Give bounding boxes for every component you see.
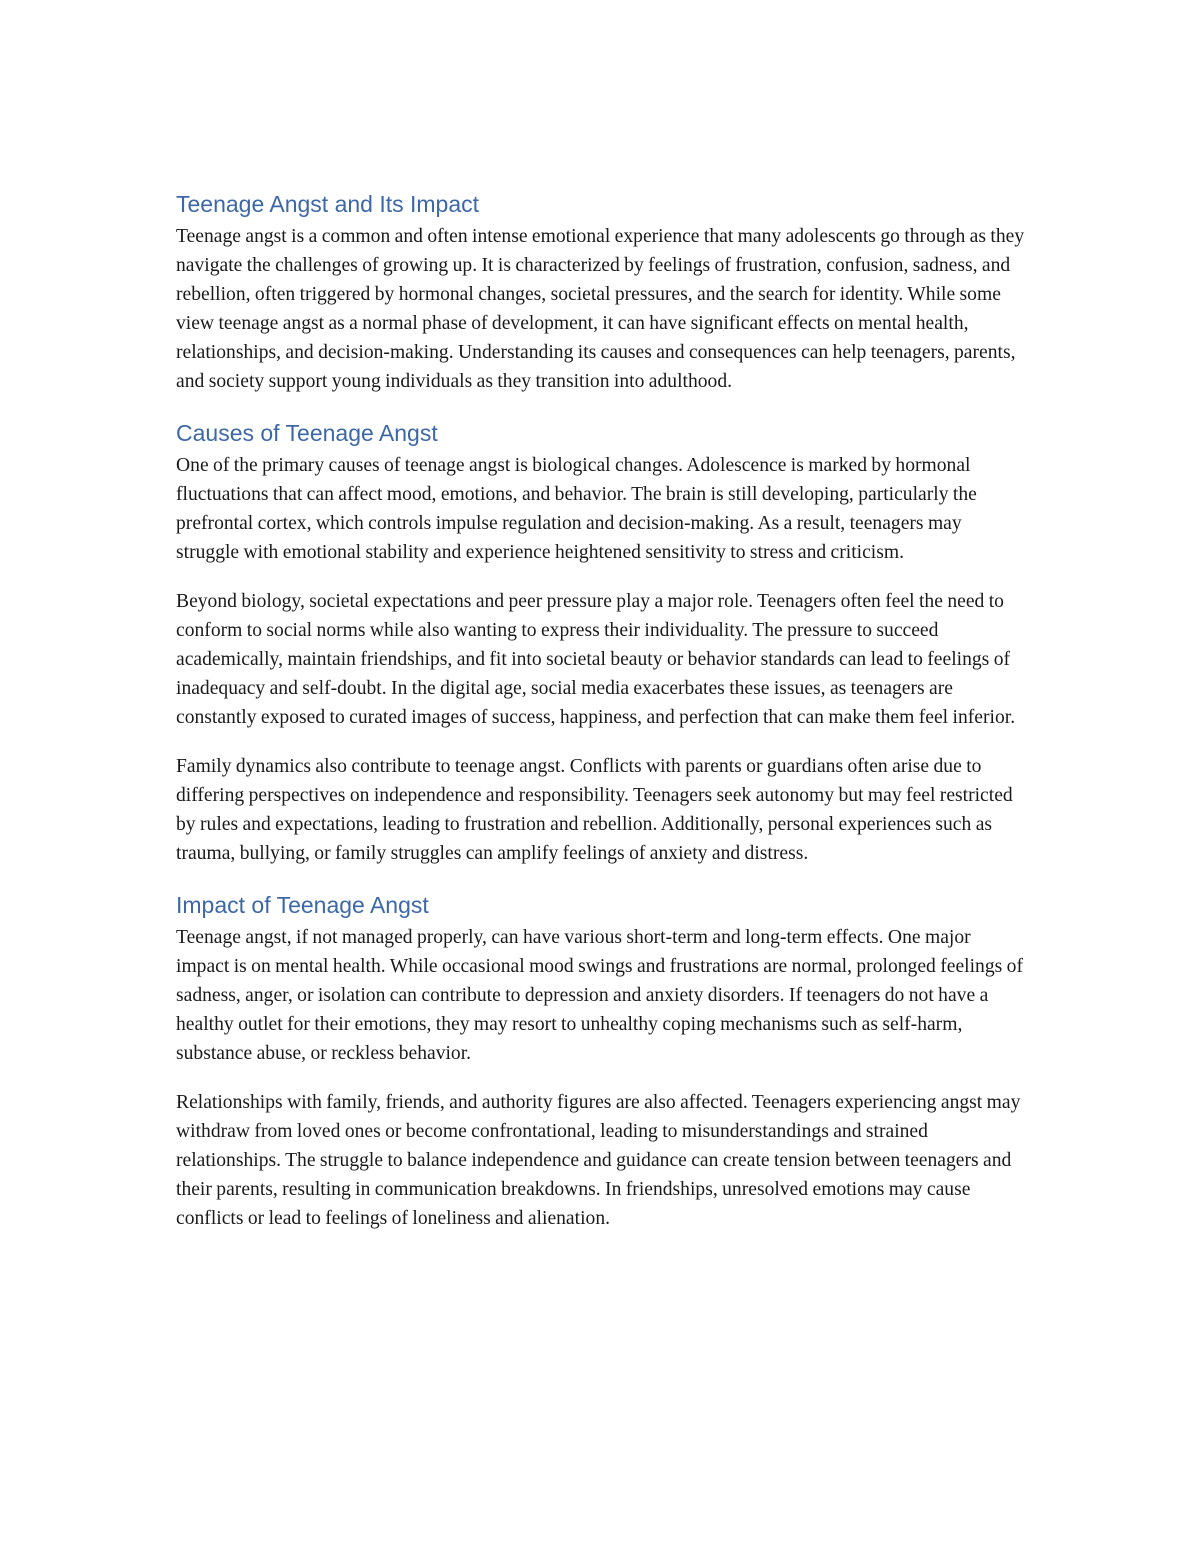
causes-paragraph-1: One of the primary causes of teenage angst is biological changes. Adolescence is marked by hormonal fluctuations that can affect mood, emotions, and behavior. The brain is still developing, particularly the prefrontal cortex, which controls impulse regulation and decision-making. As a result, teenagers may struggle with emotional stability and experience heightened sensitivity to stress and criticism. (176, 455, 977, 563)
impact-paragraph-1: Teenage angst, if not managed properly, can have various short-term and long-term effects. One major impact is on mental health. While occasional mood swings and frustrations are normal, prolonged feelings of sadness, anger, or isolation can contribute to depression and anxiety disorders. If teenagers do not have a healthy outlet for their emotions, they may resort to unhealthy coping mechanisms such as self-harm, substance abuse, or reckless behavior. (176, 927, 1023, 1064)
document-page (176, 189, 1026, 1233)
causes-paragraph-3: Family dynamics also contribute to teenage angst. Conflicts with parents or guardians often arise due to differing perspectives on independence and responsibility. Teenagers seek autonomy but may feel restricted by rules and expectations, leading to frustration and rebellion. Additionally, personal experiences such as trauma, bullying, or family struggles can amplify feelings of anxiety and distress. (176, 756, 1013, 864)
section-heading-impact: Impact of Teenage Angst (176, 892, 429, 918)
causes-paragraph-2: Beyond biology, societal expectations and peer pressure play a major role. Teenagers often feel the need to conform to social norms while also wanting to express their individuality. The pressure to succeed academically, maintain friendships, and fit into societal beauty or behavior standards can lead to feelings of inadequacy and self-doubt. In the digital age, social media exacerbates these issues, as teenagers are constantly exposed to curated images of success, happiness, and perfection that can make them feel inferior. (176, 591, 1016, 728)
impact-paragraph-2: Relationships with family, friends, and authority figures are also affected. Teenagers experiencing angst may withdraw from loved ones or become confrontational, leading to misunderstandings and strained relationships. The struggle to balance independence and guidance can create tension between teenagers and their parents, resulting in communication breakdowns. In friendships, unresolved emotions may cause conflicts or lead to feelings of loneliness and alienation. (176, 1092, 1021, 1229)
section-heading-causes: Causes of Teenage Angst (176, 420, 438, 446)
intro-paragraph: Teenage angst is a common and often intense emotional experience that many adolescents go through as they navigate the challenges of growing up. It is characterized by feelings of frustration, confusion, sadness, and rebellion, often triggered by hormonal changes, societal pressures, and the search for identity. While some view teenage angst as a normal phase of development, it can have significant effects on mental health, relationships, and decision-making. Understanding its causes and consequences can help teenagers, parents, and society support young individuals as they transition into adulthood. (176, 226, 1025, 392)
document-title: Teenage Angst and Its Impact (176, 191, 480, 217)
